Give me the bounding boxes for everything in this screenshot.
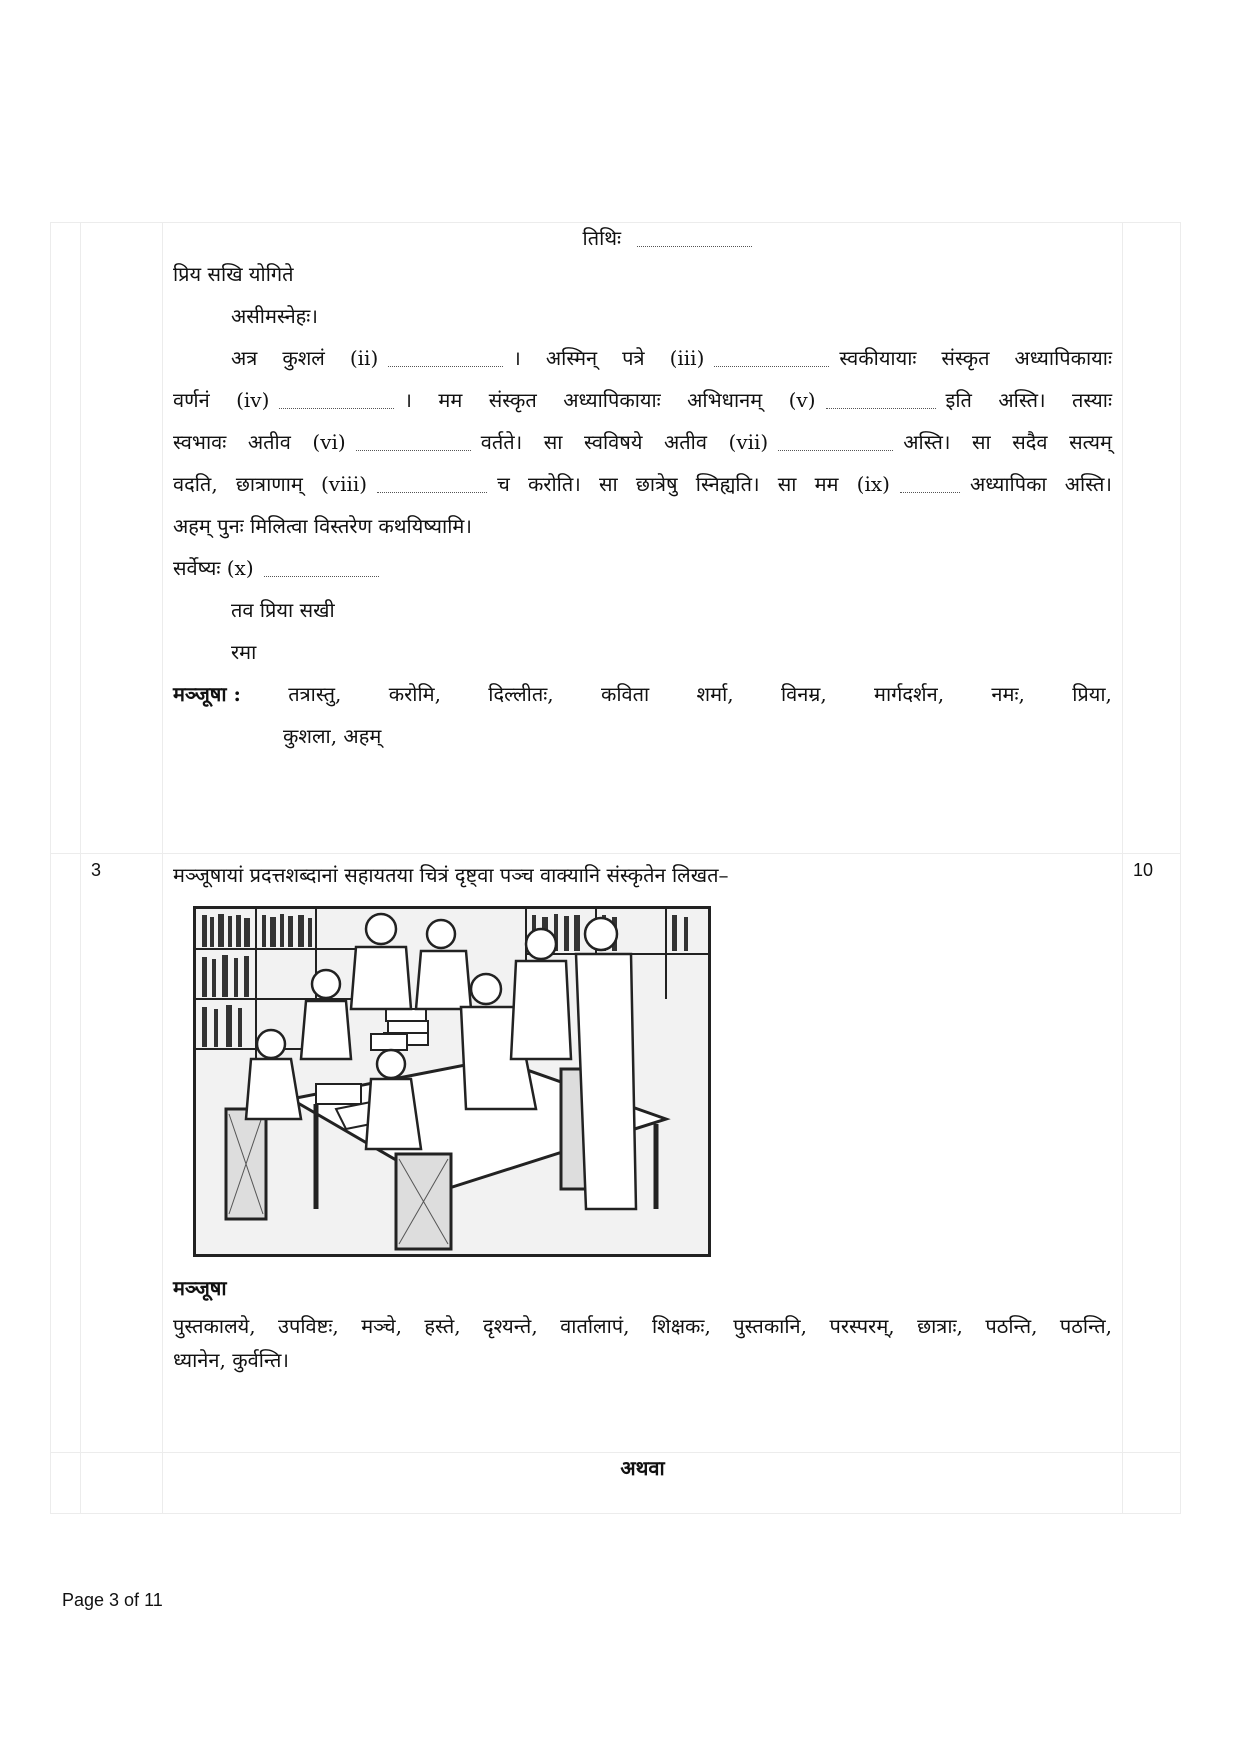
letter-line-4 [173,463,1112,505]
library-illustration [193,906,711,1257]
question-3-row [51,854,1181,1453]
letter-text: स्वभावः अतीव (vi) [173,430,346,454]
question-table [50,222,1180,1514]
closing [173,547,1112,589]
letter-text: अध्यापिका अस्ति। [969,472,1112,496]
manjusha-word: करोमि, [388,682,441,706]
manjusha-label: मञ्जूषा : [173,682,241,706]
letter-text: । मम संस्कृत अध्यापिकायाः अभिधानम् (v) [404,388,816,412]
letter-text: अत्र कुशलं (ii) [231,346,379,370]
greeting: असीमस्नेहः। [231,304,318,328]
letter-manjusha [173,673,1112,715]
letter-line-5: अहम् पुनः मिलित्वा विस्तरेण कथयिष्यामि। [173,514,472,538]
blank-ix [900,478,960,493]
manjusha-word: कविता [600,682,650,706]
date-line [173,223,1112,253]
blank-ii [388,352,503,367]
blank-vii [778,436,893,451]
blank-v [826,394,936,409]
question-3-body [163,854,1122,1377]
signoff: तव प्रिया सखी [231,598,335,622]
letter-text: वदति, छात्राणाम् (viii) [173,472,368,496]
letter-line-1 [173,337,1112,379]
manjusha-line-1: पुस्तकालये, उपविष्टः, मञ्चे, हस्ते, दृश्यन्ते, वार्तालापं, शिक्षकः, पुस्तकानि, परस्परम्, छात्राः, पठन्ति, पठन्ति, [173,1314,1112,1338]
blank-iv [279,394,394,409]
letter-body [163,223,1122,757]
blank-x [264,562,379,577]
letter-text: स्वकीयायाः संस्कृत अध्यापिकायाः [839,346,1112,370]
letter-line-2 [173,379,1112,421]
manjusha-heading: मञ्जूषा [173,1276,227,1300]
manjusha-word: मार्गदर्शन, [874,682,945,706]
letter-text: च करोति। सा छात्रेषु स्निह्यति। सा मम (ix) [497,472,890,496]
manjusha-word: शर्मा, [696,682,734,706]
manjusha-word: प्रिया, [1072,682,1112,706]
date-label: तिथिः [582,226,622,250]
letter-text: इति अस्ति। तस्याः [945,388,1112,412]
letter-text: अस्ति। सा सदैव सत्यम् [903,430,1112,454]
sender-name: रमा [231,640,257,664]
manjusha-word: तत्रास्तु, [288,682,342,706]
letter-text: वर्णनं (iv) [173,388,270,412]
letter-manjusha-line2: कुशला, अहम् [283,724,382,748]
closing-text: सर्वेष्यः (x) [173,556,254,580]
or-label: अथवा [620,1456,665,1480]
library-scene-svg [196,909,708,1254]
letter-row [51,223,1181,854]
blank-iii [714,352,829,367]
letter-text: वर्तते। सा स्वविषये अतीव (vii) [480,430,769,454]
blank-viii [377,478,487,493]
manjusha-word: नमः, [991,682,1025,706]
question-marks: 10 [1133,860,1154,880]
question-number: 3 [91,860,102,880]
salutation: प्रिय सखि योगिते [173,262,294,286]
manjusha-line-2: ध्यानेन, कुर्वन्ति। [173,1348,290,1372]
letter-line-3 [173,421,1112,463]
or-row [51,1453,1181,1514]
letter-text: । अस्मिन् पत्रे (iii) [513,346,705,370]
blank-vi [356,436,471,451]
manjusha-word: दिल्लीतः, [488,682,554,706]
question-instruction: मञ्जूषायां प्रदत्तशब्दानां सहायतया चित्रं दृष्ट्वा पञ्च वाक्यानि संस्कृतेन लिखत– [173,863,729,887]
date-blank [637,232,752,247]
manjusha-word: विनम्र, [780,682,827,706]
page-footer: Page 3 of 11 [62,1590,163,1610]
